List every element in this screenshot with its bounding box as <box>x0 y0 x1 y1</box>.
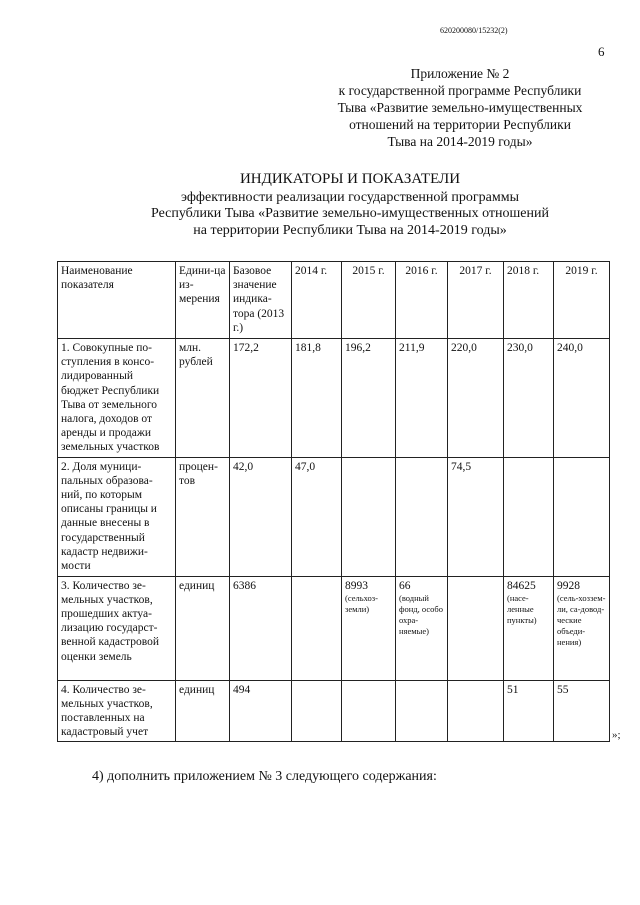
appendix-line: Тыва на 2014-2019 годы» <box>387 134 533 149</box>
appendix-line: Приложение № 2 <box>410 66 510 81</box>
cell-value: 55 <box>557 683 569 696</box>
cell-base: 6386 <box>230 576 292 680</box>
cell-2018 <box>504 680 554 742</box>
header-2019: 2019 г. <box>554 262 610 339</box>
footer-text: 4) дополнить приложением № 3 следующего содержания: <box>92 769 437 784</box>
cell-2017 <box>448 680 504 742</box>
cell-2017: 74,5 <box>448 457 504 576</box>
cell-name: 2. Доля муници-пальных образова-ний, по которым описаны границы и данные внесены в государственный кадастр недвижи-мости <box>58 457 176 576</box>
document-title <box>60 171 640 239</box>
header-2018: 2018 г. <box>504 262 554 339</box>
cell-base: 494 <box>230 680 292 742</box>
cell-note: (сель-хоззем-ли, са-довод-ческие объеди-нения) <box>557 592 606 647</box>
appendix-line: отношений на территории Республики <box>349 117 571 132</box>
cell-name: 3. Количество зе-мельных участков, прошедших актуа-лизацию государст-венной кадастровой оценки земель <box>58 576 176 680</box>
document-number: 620200080/15232(2) <box>440 26 508 35</box>
cell-2017: 220,0 <box>448 339 504 458</box>
cell-value: 84625 <box>507 579 536 592</box>
title-line: эффективности реализации государственной программы <box>181 189 519 205</box>
cell-2017 <box>448 576 504 680</box>
page-number: 6 <box>598 44 605 59</box>
header-2017: 2017 г. <box>448 262 504 339</box>
cell-2016 <box>396 457 448 576</box>
cell-name: 1. Совокупные по-ступления в консо-лидированный бюджет Республики Тыва от земельного налога, доходов от аренды и продажи земельных участков <box>58 339 176 458</box>
title-line: на территории Республики Тыва на 2014-2019 годы» <box>193 222 507 238</box>
indicators-table <box>57 261 610 742</box>
cell-2016 <box>396 339 448 458</box>
cell-value: 230,0 <box>507 342 533 354</box>
cell-name: 4. Количество зе-мельных участков, поставленных на кадастровый учет <box>58 680 176 742</box>
cell-value: 196,2 <box>345 342 371 354</box>
cell-value: 240,0 <box>557 342 583 354</box>
cell-value: 66 <box>399 579 411 592</box>
cell-base: 172,2 <box>230 339 292 458</box>
header-2014: 2014 г. <box>292 262 342 339</box>
table-row <box>58 680 610 742</box>
header-2016: 2016 г. <box>396 262 448 339</box>
cell-2014: 47,0 <box>292 457 342 576</box>
cell-value: 9928 <box>557 579 580 592</box>
appendix-line: Тыва «Развитие земельно-имущественных <box>337 100 583 115</box>
cell-2015 <box>342 339 396 458</box>
cell-note: (насе-ленные пункты) <box>507 592 537 625</box>
appendix-header <box>300 65 620 150</box>
cell-2016 <box>396 680 448 742</box>
cell-unit: млн. рублей <box>176 339 230 458</box>
cell-base: 42,0 <box>230 457 292 576</box>
cell-note: (сельхоз-земли) <box>345 592 378 614</box>
table-row <box>58 457 610 576</box>
cell-2015 <box>342 680 396 742</box>
cell-unit: единиц <box>176 680 230 742</box>
title-line: ИНДИКАТОРЫ И ПОКАЗАТЕЛИ <box>239 171 461 187</box>
header-2015: 2015 г. <box>342 262 396 339</box>
cell-note: (водный фонд, особо охра-няемые) <box>399 592 443 636</box>
header-name: Наименование показателя <box>58 262 176 339</box>
appendix-line: к государственной программе Республики <box>338 83 582 98</box>
cell-2014 <box>292 576 342 680</box>
cell-2019 <box>554 457 610 576</box>
cell-unit: единиц <box>176 576 230 680</box>
title-line: Республики Тыва «Развитие земельно-имущественных отношений <box>151 206 549 221</box>
cell-2016 <box>396 576 448 680</box>
header-base: Базовое значение индика-тора (2013 г.) <box>230 262 292 339</box>
cell-2015 <box>342 576 396 680</box>
cell-2018 <box>504 457 554 576</box>
cell-2019 <box>554 339 610 458</box>
cell-unit: процен-тов <box>176 457 230 576</box>
cell-value: 51 <box>507 683 519 696</box>
table-closing-quote: »; <box>612 729 621 741</box>
table-row <box>58 576 610 680</box>
cell-2019 <box>554 680 610 742</box>
cell-2018 <box>504 576 554 680</box>
cell-2014 <box>292 680 342 742</box>
cell-2018 <box>504 339 554 458</box>
cell-2019 <box>554 576 610 680</box>
table-header-row <box>58 262 610 339</box>
header-unit: Едини-ца из-мерения <box>176 262 230 339</box>
cell-value: 211,9 <box>399 342 425 354</box>
table-row <box>58 339 610 458</box>
cell-value: 8993 <box>345 579 368 592</box>
cell-2015 <box>342 457 396 576</box>
cell-2014: 181,8 <box>292 339 342 458</box>
